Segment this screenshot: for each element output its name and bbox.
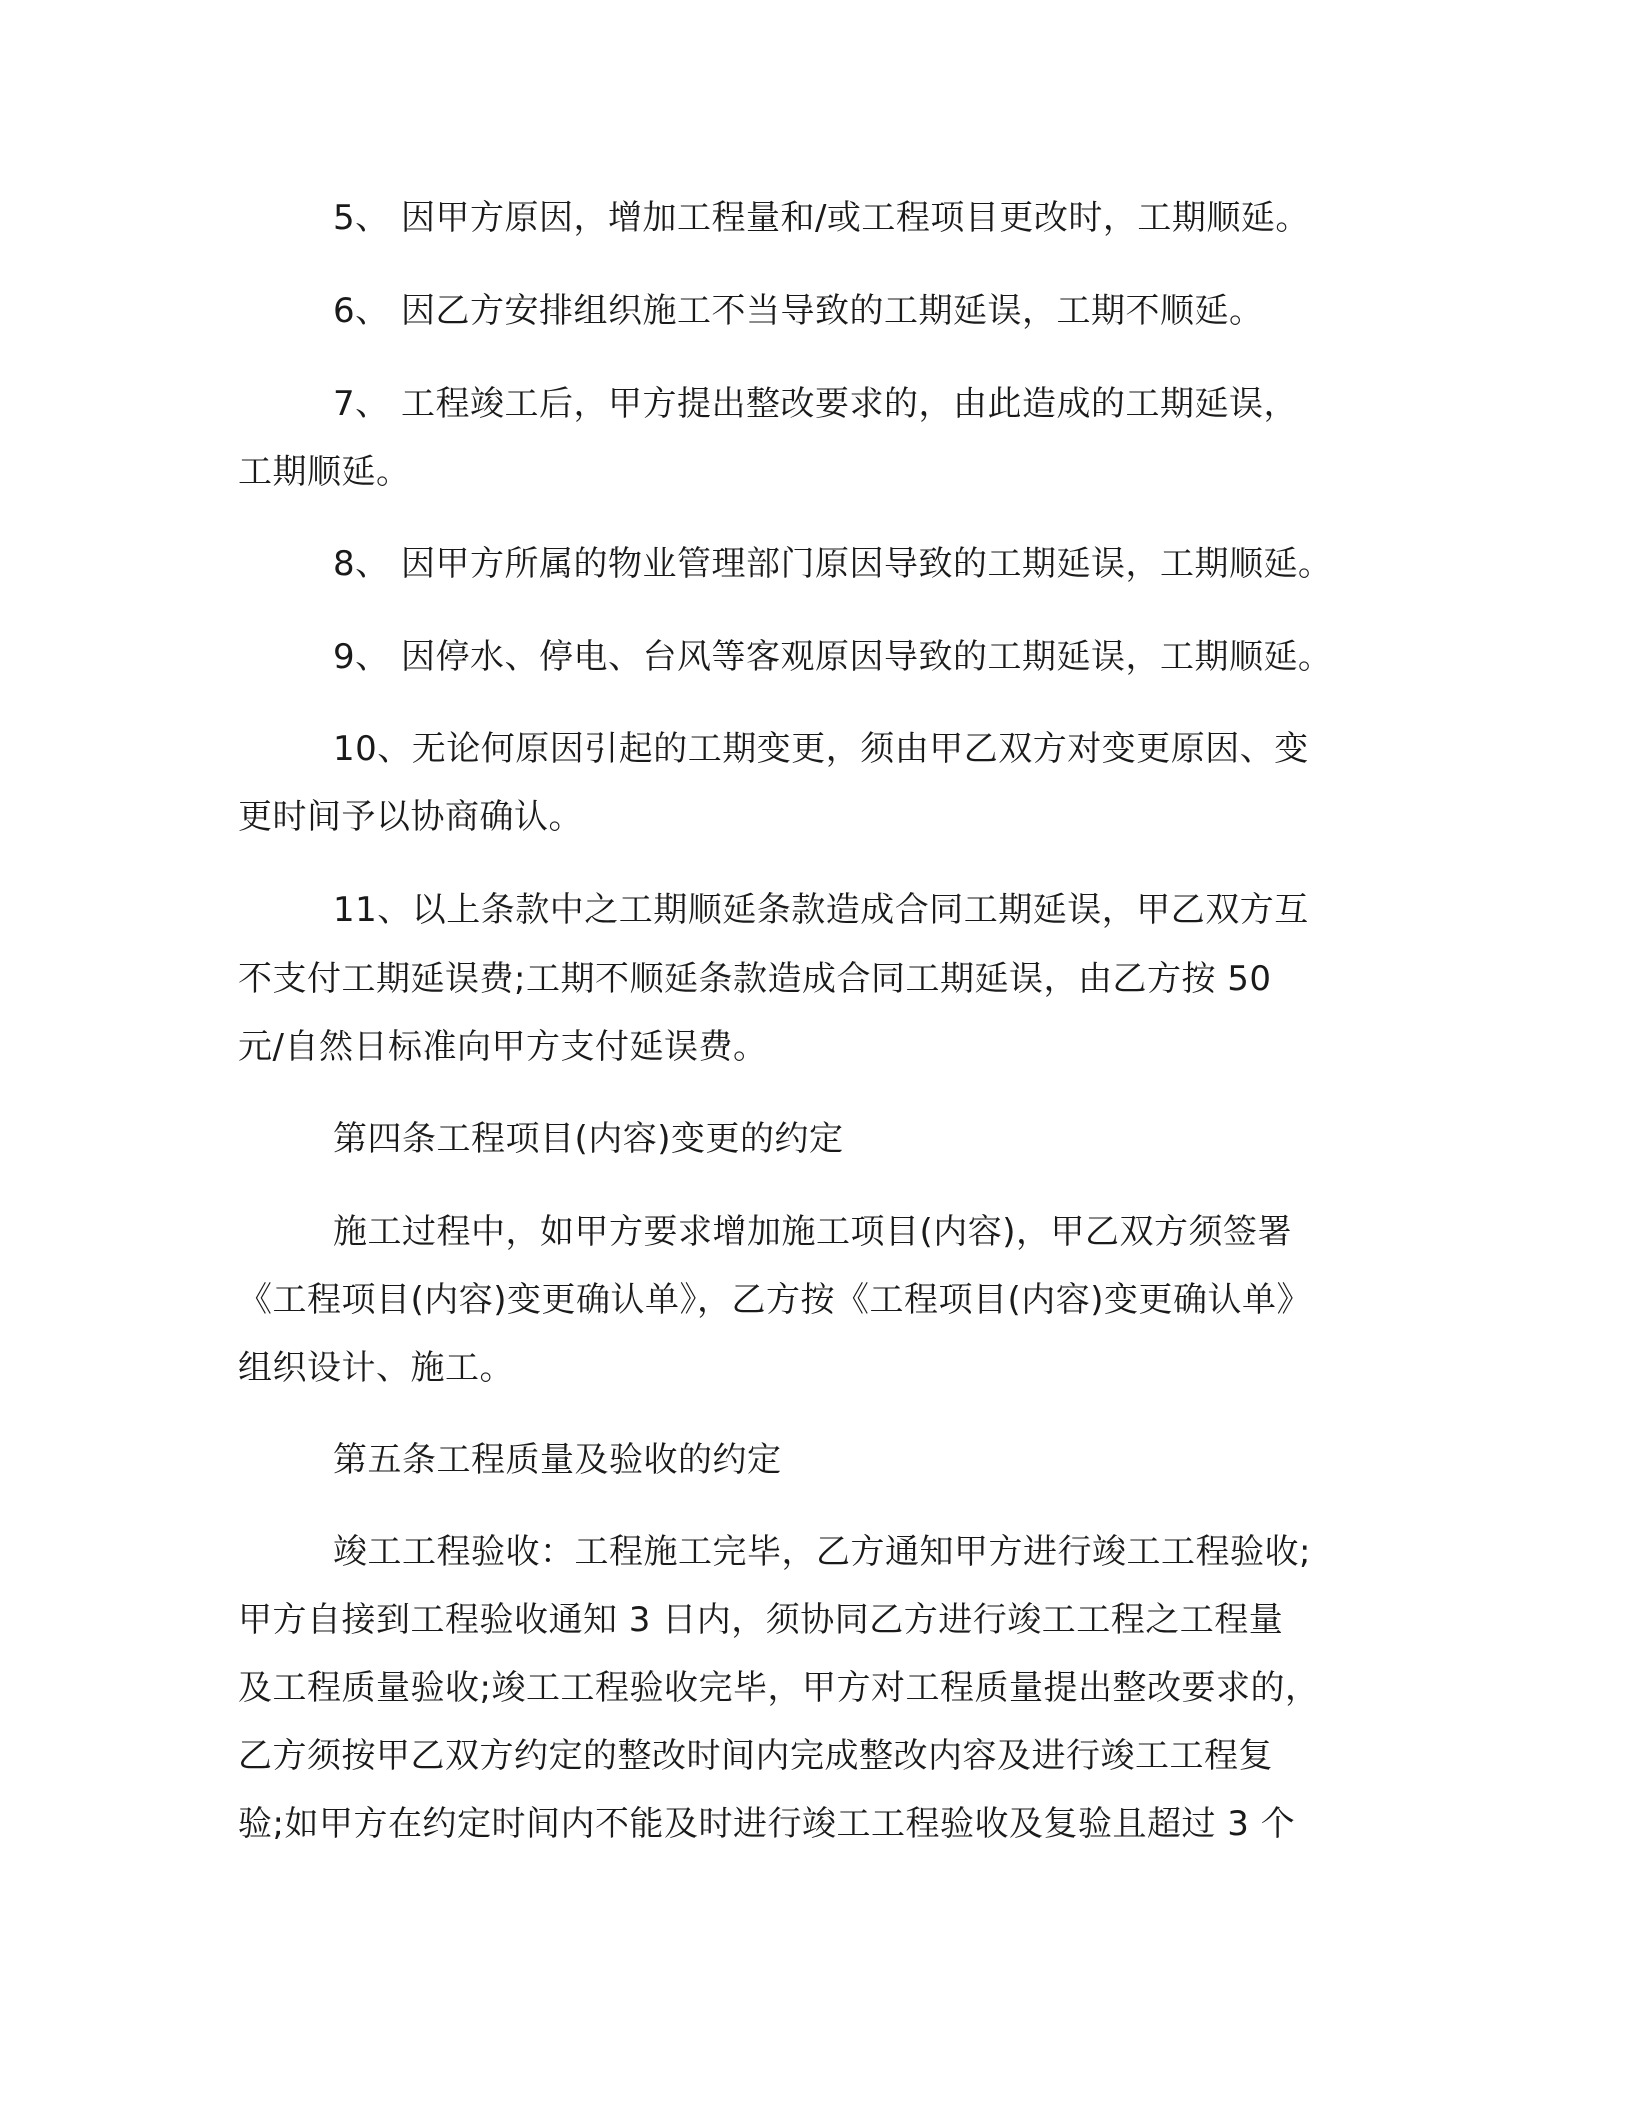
article-4-line-2: 《工程项目(内容)变更确认单》，乙方按《工程项目(内容)变更确认单》: [238, 1280, 1312, 1320]
clause-11-line-1: 11、以上条款中之工期顺延条款造成合同工期延误，甲乙双方互: [333, 890, 1309, 930]
clause-6-line: 6、 因乙方安排组织施工不当导致的工期延误，工期不顺延。: [333, 291, 1264, 331]
clause-8-line: 8、 因甲方所属的物业管理部门原因导致的工期延误，工期顺延。: [333, 544, 1333, 584]
clause-7-line-1: 7、 工程竣工后，甲方提出整改要求的，由此造成的工期延误，: [333, 384, 1298, 424]
article-4-line-1: 施工过程中，如甲方要求增加施工项目(内容)，甲乙双方须签署: [333, 1212, 1293, 1252]
clause-5-line: 5、 因甲方原因，增加工程量和/或工程项目更改时，工期顺延。: [333, 198, 1310, 238]
article-5-line-1: 竣工工程验收：工程施工完毕，乙方通知甲方进行竣工工程验收;: [333, 1532, 1311, 1572]
article-5-line-2: 甲方自接到工程验收通知 3 日内，须协同乙方进行竣工工程之工程量: [238, 1600, 1284, 1640]
clause-10-line-2: 更时间予以协商确认。: [238, 797, 583, 837]
clause-10-line-1: 10、无论何原因引起的工期变更，须由甲乙双方对变更原因、变: [333, 729, 1309, 769]
article-5-line-4: 乙方须按甲乙双方约定的整改时间内完成整改内容及进行竣工工程复: [238, 1736, 1273, 1776]
article-4-line-3: 组织设计、施工。: [238, 1348, 514, 1388]
article-5-heading: 第五条工程质量及验收的约定: [333, 1440, 782, 1480]
article-5-line-5: 验;如甲方在约定时间内不能及时进行竣工工程验收及复验且超过 3 个: [238, 1804, 1296, 1844]
clause-7-line-2: 工期顺延。: [238, 452, 411, 492]
clause-9-line: 9、 因停水、停电、台风等客观原因导致的工期延误，工期顺延。: [333, 637, 1333, 677]
article-5-line-3: 及工程质量验收;竣工工程验收完毕，甲方对工程质量提出整改要求的，: [238, 1668, 1320, 1708]
clause-11-line-3: 元/自然日标准向甲方支付延误费。: [238, 1027, 768, 1067]
clause-11-line-2: 不支付工期延误费;工期不顺延条款造成合同工期延误，由乙方按 50: [238, 959, 1272, 999]
article-4-heading: 第四条工程项目(内容)变更的约定: [333, 1119, 844, 1159]
